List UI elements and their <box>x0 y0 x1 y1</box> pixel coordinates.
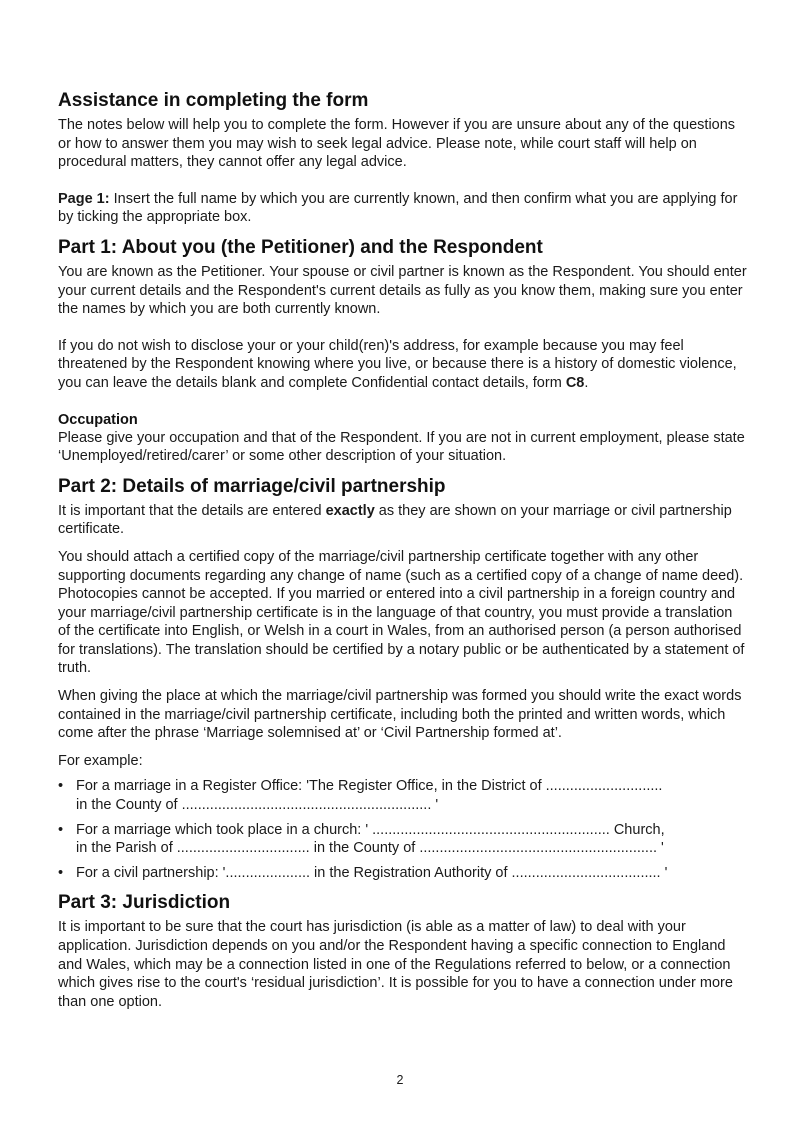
part2-paragraph-4: For example: <box>58 752 143 769</box>
heading-part1: Part 1: About you (the Petitioner) and the Respondent <box>58 236 543 258</box>
example-line: For a civil partnership: '..................... in the Registration Authority of ..................................... ' <box>76 864 668 881</box>
bullet-marker: • <box>58 778 64 795</box>
example-line: in the County of .............................................................. ' <box>76 797 439 814</box>
part3-paragraph-1: It is important to be sure that the court has jurisdiction (is able as a matter of law) to deal with your application. Jurisdiction depends on you and/or the Respondent having a specific connection to England and Wales, which may be a connection listed in one of the Regulations referred to below, or a connection which gives rise to the court's ‘residual jurisdiction’. It is possible for you to have a connection under more than one option. <box>58 919 733 1010</box>
example-line: in the Parish of ................................. in the County of ........................................................... ' <box>76 840 664 857</box>
page1-label: Page 1: <box>58 190 110 207</box>
example-list <box>58 777 748 882</box>
list-item <box>58 777 748 814</box>
part2-paragraph-2: You should attach a certified copy of the marriage/civil partnership certificate together with any other supporting documents regarding any change of name (such as a certified copy of a change of name deed). Photocopies cannot be accepted. If you married or entered into a civil partnership in a foreign country and your marriage/civil partnership certificate is in the language of that country, you must provide a translation of the certificate into English, or Welsh in a court in Wales, from an authorised person (a person authorised for translations). The translation should be certified by a notary public or be authenticated by a statement of truth. <box>58 548 745 677</box>
page-number: 2 <box>396 1073 404 1087</box>
example-line: For a marriage in a Register Office: 'The Register Office, in the District of ............................. <box>76 778 663 795</box>
part1-p2-text: If you do not wish to disclose your or your child(ren)'s address, for example because you may feel threatened by the Respondent knowing where you live, or because there is a history of domestic violence, you can leave the details blank and complete Confidential contact details, form <box>58 337 737 391</box>
document-page <box>58 90 748 1011</box>
part2-paragraph-1 <box>58 502 748 539</box>
part1-paragraph-2 <box>58 337 748 393</box>
list-item <box>58 821 748 858</box>
form-c8-ref: C8 <box>565 374 585 391</box>
page1-paragraph <box>58 190 748 227</box>
occupation-paragraph: Please give your occupation and that of the Respondent. If you are not in current employment, please state ‘Unemployed/retired/carer’ or some other description of your situation. <box>58 429 745 465</box>
bullet-marker: • <box>58 821 64 838</box>
heading-part2: Part 2: Details of marriage/civil partnership <box>58 475 446 497</box>
part2-p1-bold: exactly <box>325 502 375 519</box>
heading-part3: Part 3: Jurisdiction <box>58 892 231 914</box>
assistance-paragraph: The notes below will help you to complete the form. However if you are unsure about any of the questions or how to answer them you may wish to seek legal advice. Please note, while court staff will help on procedural matters, they cannot offer any legal advice. <box>58 117 736 171</box>
heading-assistance: Assistance in completing the form <box>58 90 369 111</box>
part2-paragraph-3: When giving the place at which the marriage/civil partnership was formed you should write the exact words contained in the marriage/civil partnership certificate, including both the printed and written words, which come after the phrase ‘Marriage solemnised at’ or ‘Civil Partnership formed at’. <box>58 688 742 742</box>
heading-occupation: Occupation <box>58 411 138 428</box>
part2-p1-a: It is important that the details are entered <box>58 502 326 519</box>
page1-text: Insert the full name by which you are currently known, and then confirm what you are applying for by ticking the appropriate box. <box>58 190 738 226</box>
bullet-marker: • <box>58 864 64 881</box>
list-item <box>58 864 748 883</box>
part1-paragraph-1: You are known as the Petitioner. Your spouse or civil partner is known as the Respondent. You should enter your current details and the Respondent's current details as fully as you know them, making sure you enter the names by which you are both currently known. <box>58 263 747 318</box>
example-line: For a marriage which took place in a church: ' ........................................................... Church, <box>76 821 665 838</box>
part1-p2-end: . <box>584 374 589 391</box>
part2-p1-b: as they are shown on your marriage or civil partnership certificate. <box>58 502 732 538</box>
